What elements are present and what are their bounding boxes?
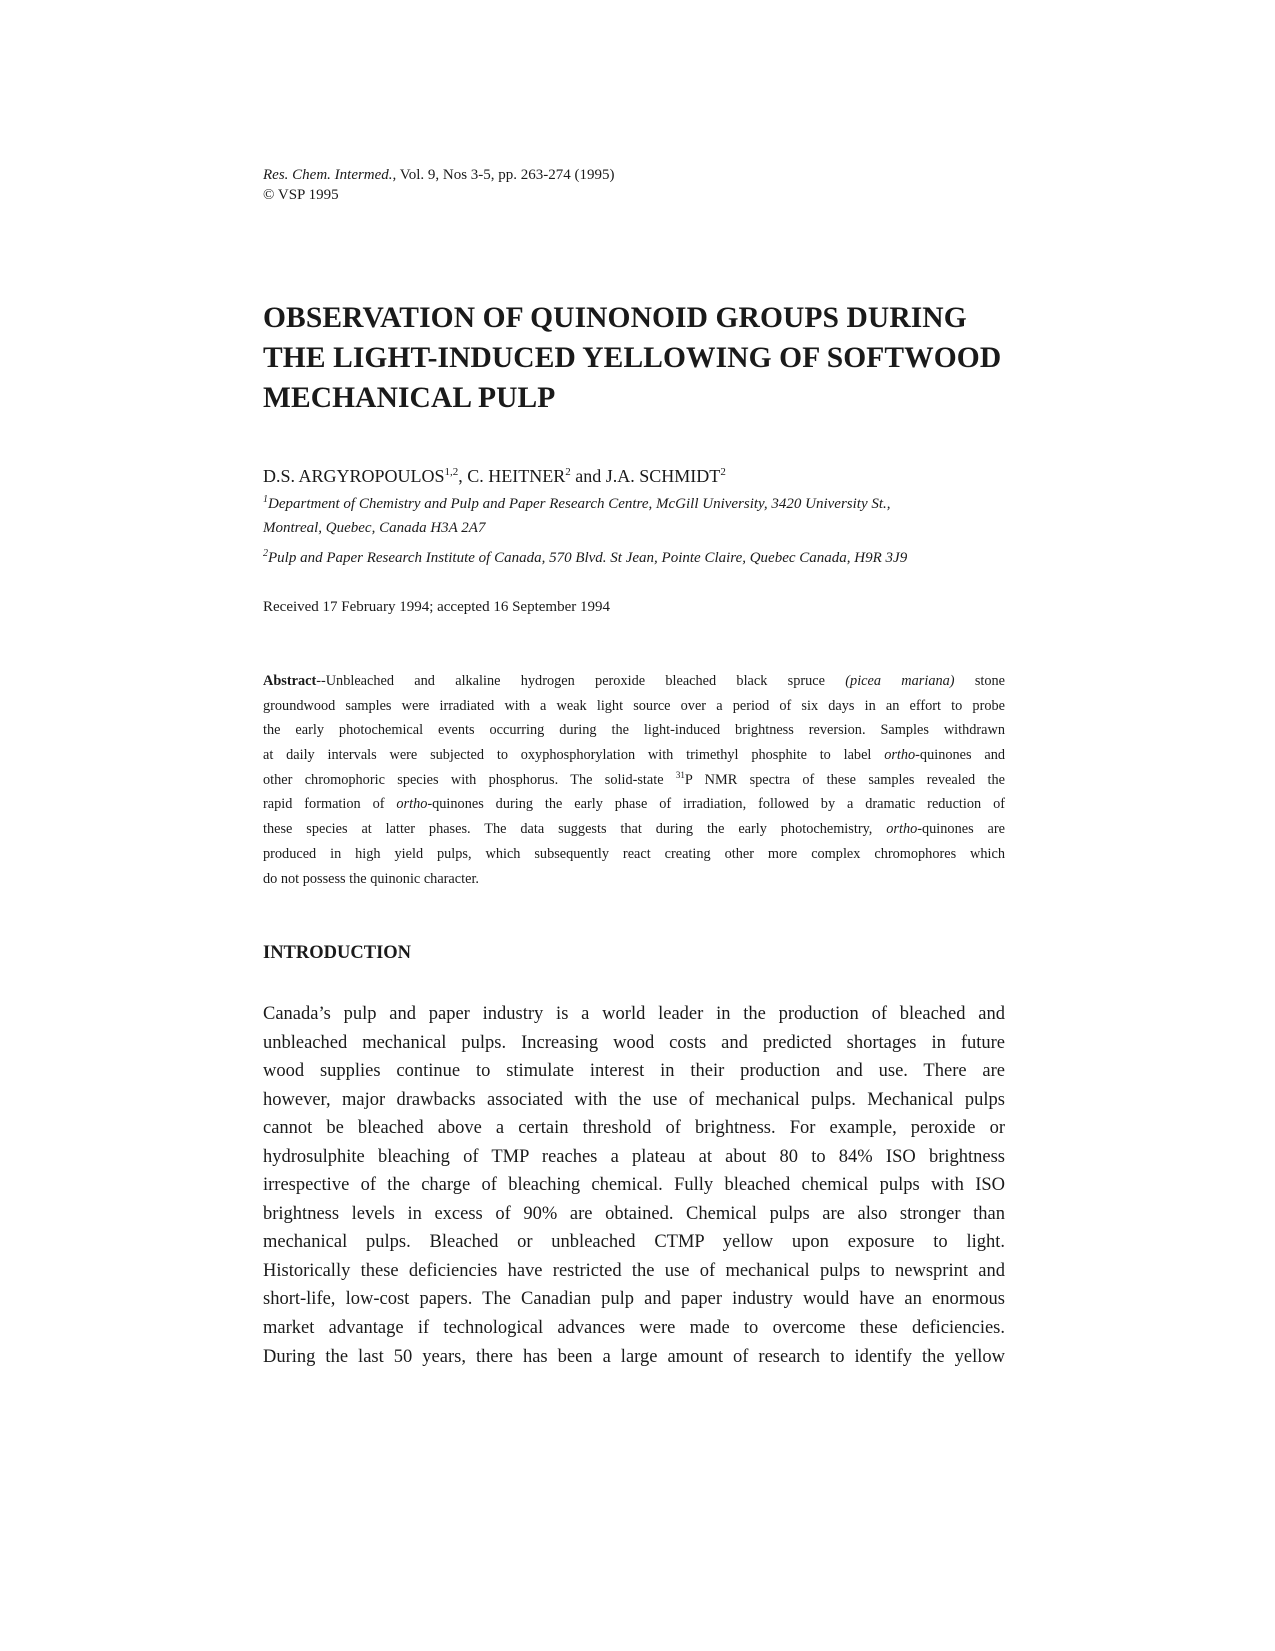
abstract-text: -quinones and [915, 747, 1005, 764]
isotope-superscript: 31 [675, 769, 685, 780]
abstract-italic: (picea mariana) [845, 673, 955, 689]
body-line: unbleached mechanical pulps. Increasing wood costs and predicted shortages in future [263, 1032, 1005, 1053]
abstract [263, 669, 1005, 891]
affiliation-text: Department of Chemistry and Pulp and Paper Research Centre, McGill University, 3420 University St., [268, 496, 891, 512]
body-line: irrespective of the charge of bleaching chemical. Fully bleached chemical pulps with ISO [263, 1175, 1005, 1196]
abstract-line: the early photochemical events occurring during the light-induced brightness reversion. Samples withdrawn [263, 722, 1005, 739]
abstract-line [263, 669, 1005, 694]
journal-volume: Vol. 9, Nos 3-5, pp. 263-274 (1995) [396, 167, 615, 183]
abstract-text: these species at latter phases. The data suggests that during the early photochemistry, [263, 821, 887, 838]
abstract-line [263, 792, 1005, 817]
body-line: hydrosulphite bleaching of TMP reaches a plateau at about 80 to 84% ISO brightness [263, 1146, 1005, 1167]
author-list [263, 465, 726, 487]
body-line: Canada’s pulp and paper industry is a world leader in the production of bleached and [263, 1004, 1005, 1024]
section-heading-introduction: INTRODUCTION [263, 943, 412, 963]
author-affiliation-mark: 1,2 [444, 466, 459, 478]
journal-header [263, 165, 615, 205]
received-dates: Received 17 February 1994; accepted 16 September 1994 [263, 599, 610, 615]
abstract-text: other chromophoric species with phosphorus. The solid-state [263, 771, 676, 788]
paper-title [263, 298, 1005, 418]
journal-name: Res. Chem. Intermed., [263, 167, 397, 183]
title-line: OBSERVATION OF QUINONOID GROUPS DURING [263, 302, 967, 334]
author-name: , C. HEITNER [458, 466, 566, 486]
body-line: brightness levels in excess of 90% are obtained. Chemical pulps are also stronger than [263, 1203, 1005, 1224]
body-line: Historically these deficiencies have restricted the use of mechanical pulps to newsprint and [263, 1260, 1005, 1281]
author-affiliation-mark: 2 [720, 466, 726, 478]
abstract-line: groundwood samples were irradiated with a weak light source over a period of six days in an effort to probe [263, 697, 1005, 714]
affiliation-text: Pulp and Paper Research Institute of Canada, 570 Blvd. St Jean, Pointe Claire, Quebec Canada, H9R 3J9 [268, 550, 908, 566]
abstract-label: Abstract [263, 673, 317, 689]
body-line: cannot be bleached above a certain threshold of brightness. For example, peroxide or [263, 1118, 1005, 1139]
introduction-body [263, 1000, 1005, 1371]
copyright-notice: © VSP 1995 [263, 187, 339, 203]
affiliation-text: Montreal, Quebec, Canada H3A 2A7 [263, 520, 486, 536]
abstract-italic: ortho [886, 821, 918, 838]
abstract-text: --Unbleached and alkaline hydrogen peroxide bleached black spruce [316, 673, 846, 689]
abstract-text: -quinones during the early phase of irradiation, followed by a dramatic reduction of [427, 796, 1005, 813]
abstract-italic: ortho [884, 747, 916, 764]
abstract-line [263, 743, 1005, 768]
body-line: wood supplies continue to stimulate interest in their production and use. There are [263, 1061, 1005, 1082]
abstract-line [263, 817, 1005, 842]
author-name: and J.A. SCHMIDT [570, 466, 721, 486]
affiliation-1-cont [263, 517, 1005, 539]
journal-citation [263, 165, 615, 185]
body-line: mechanical pulps. Bleached or unbleached CTMP yellow upon exposure to light. [263, 1232, 1005, 1253]
abstract-line: do not possess the quinonic character. [263, 870, 479, 887]
author-name: D.S. ARGYROPOULOS [263, 466, 445, 486]
abstract-text: -quinones are [917, 821, 1005, 838]
title-line: MECHANICAL PULP [263, 382, 556, 414]
abstract-text: P NMR spectra of these samples revealed the [684, 771, 1005, 788]
abstract-italic: ortho [396, 796, 428, 813]
body-line: During the last 50 years, there has been a large amount of research to identify the yellow [263, 1346, 1005, 1367]
body-line: short-life, low-cost papers. The Canadian pulp and paper industry would have an enormous [263, 1289, 1005, 1310]
abstract-text: at daily intervals were subjected to oxyphosphorylation with trimethyl phosphite to label [263, 747, 885, 764]
title-line: THE LIGHT-INDUCED YELLOWING OF SOFTWOOD [263, 342, 1002, 374]
affiliation-1 [263, 493, 1005, 515]
affiliation-mark: 2 [263, 548, 268, 559]
affiliation-mark: 1 [263, 494, 268, 505]
abstract-text: stone [954, 673, 1005, 689]
body-line: market advantage if technological advances were made to overcome these deficiencies. [263, 1318, 1005, 1339]
abstract-line: produced in high yield pulps, which subsequently react creating other more complex chromophores which [263, 845, 1005, 862]
affiliation-2 [263, 547, 1005, 569]
abstract-text: rapid formation of [263, 796, 397, 813]
author-affiliation-mark: 2 [565, 466, 571, 478]
body-line: however, major drawbacks associated with the use of mechanical pulps. Mechanical pulps [263, 1089, 1005, 1110]
abstract-line [263, 768, 1005, 793]
